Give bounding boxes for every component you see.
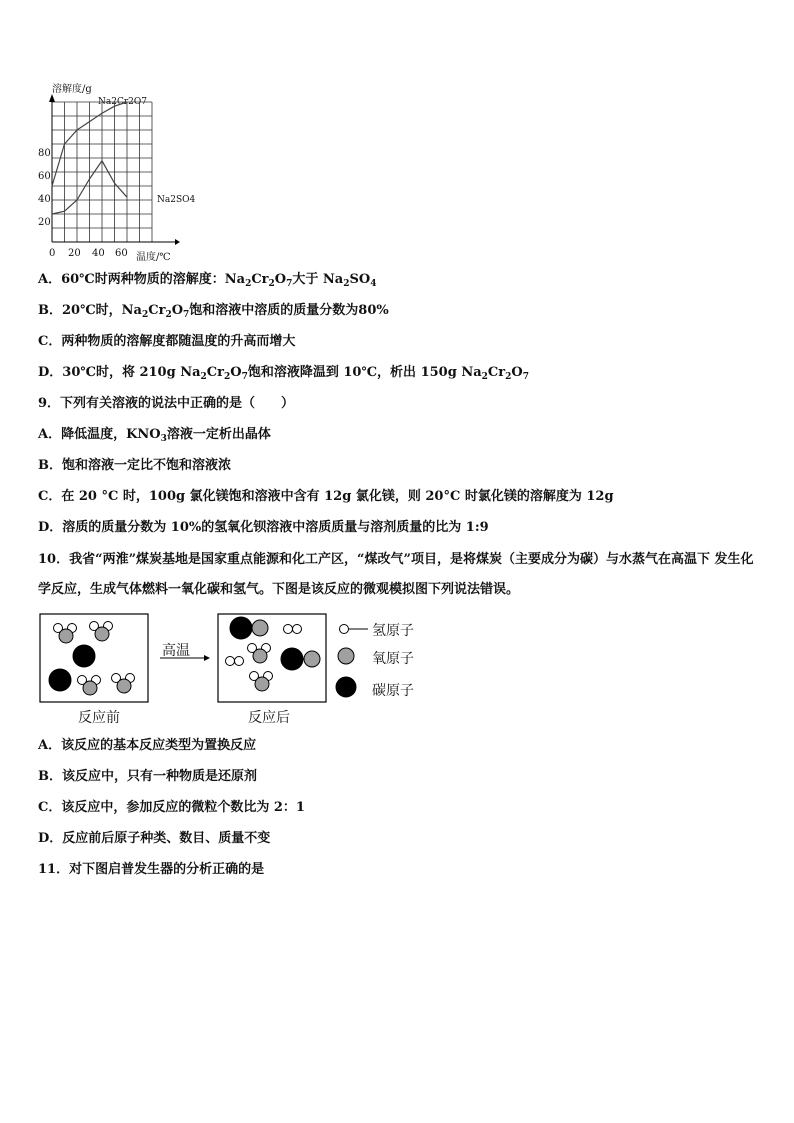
option-9a: A．降低温度，$KNO_3$溶液一定析出晶体: [38, 427, 271, 444]
legend-oxygen: 氧原子: [372, 651, 414, 667]
legend-carbon-icon: [336, 677, 356, 697]
option-8b: B．20℃时，$Na_2Cr_2O_7$饱和溶液中溶质的质量分数为80%: [38, 303, 389, 320]
carbon-atom: [281, 648, 303, 670]
x-axis-arrow: [175, 239, 180, 245]
oxygen-atom: [117, 679, 131, 693]
legend-hydrogen: 氢原子: [372, 623, 414, 639]
arrow-label: 高温: [162, 643, 190, 659]
xtick-40: 40: [92, 248, 105, 259]
hydrogen-atom: [235, 657, 244, 666]
hydrogen-atom: [284, 625, 293, 634]
option-10d: D．反应前后原子种类、数目、质量不变: [38, 831, 271, 846]
question-9-stem: 9．下列有关溶液的说法中正确的是（ ）: [38, 396, 295, 411]
ytick-20: 20: [38, 217, 51, 228]
solubility-chart: [40, 90, 180, 250]
xtick-20: 20: [68, 248, 81, 259]
question-11-stem: 11．对下图启普发生器的分析正确的是: [38, 862, 265, 877]
oxygen-atom: [59, 629, 73, 643]
legend-hydrogen-icon: [340, 625, 349, 634]
carbon-atom: [73, 645, 95, 667]
xtick-60: 60: [115, 248, 128, 259]
question-10-stem: 10．我省“两淮”煤炭基地是国家重点能源和化工产区，“煤改气”项目，是将煤炭（主要成分为碳）与水蒸气在高温下 发生化学反应，生成气体燃料一氧化碳和氢气。下图是该反应的微观模拟图下列说法错误。: [38, 552, 754, 597]
xtick-0: 0: [49, 248, 56, 259]
oxygen-atom: [83, 681, 97, 695]
chart-ylabel: 溶解度/g: [52, 84, 92, 95]
ytick-60: 60: [38, 171, 51, 182]
before-label: 反应前: [78, 710, 120, 726]
series-a-label: Na2Cr2O7: [98, 97, 147, 107]
hydrogen-atom: [226, 657, 235, 666]
ytick-40: 40: [38, 194, 51, 205]
carbon-atom: [49, 669, 71, 691]
reaction-arrow-head: [204, 655, 210, 661]
oxygen-atom: [253, 649, 267, 663]
ytick-80: 80: [38, 148, 51, 159]
chart-xlabel: 温度/℃: [136, 252, 171, 263]
option-10a: A．该反应的基本反应类型为置换反应: [38, 738, 257, 753]
carbon-atom: [230, 617, 252, 639]
oxygen-atom: [304, 651, 320, 667]
option-9b: B．饱和溶液一定比不饱和溶液浓: [38, 458, 231, 473]
option-8a: A．60℃时两种物质的溶解度：$Na_2Cr_2O_7$大于 $Na_2SO_4$: [38, 272, 377, 289]
hydrogen-atom: [293, 625, 302, 634]
option-9c: C．在 20 °C 时，100g 氯化镁饱和溶液中含有 12g 氯化镁，则 20°C 时氯化镁的溶解度为 12g: [38, 489, 614, 504]
option-8c: C．两种物质的溶解度都随温度的升高而增大: [38, 334, 296, 349]
after-label: 反应后: [248, 710, 290, 726]
option-9d: D．溶质的质量分数为 10%的氢氧化钡溶液中溶质质量与溶剂质量的比为 1:9: [38, 520, 489, 535]
oxygen-atom: [252, 620, 268, 636]
legend-carbon: 碳原子: [372, 683, 414, 699]
y-axis-arrow: [49, 94, 55, 102]
oxygen-atom: [255, 677, 269, 691]
option-10c: C．该反应中，参加反应的微粒个数比为 2：1: [38, 800, 305, 815]
legend-oxygen-icon: [338, 648, 354, 664]
option-10b: B．该反应中，只有一种物质是还原剂: [38, 769, 257, 784]
oxygen-atom: [95, 627, 109, 641]
option-8d: D．30℃时，将 210g $Na_2Cr_2O_7$饱和溶液降温到 10℃，析出 150g $Na_2Cr_2O_7$: [38, 365, 529, 382]
series-b-label: Na2SO4: [157, 195, 196, 205]
